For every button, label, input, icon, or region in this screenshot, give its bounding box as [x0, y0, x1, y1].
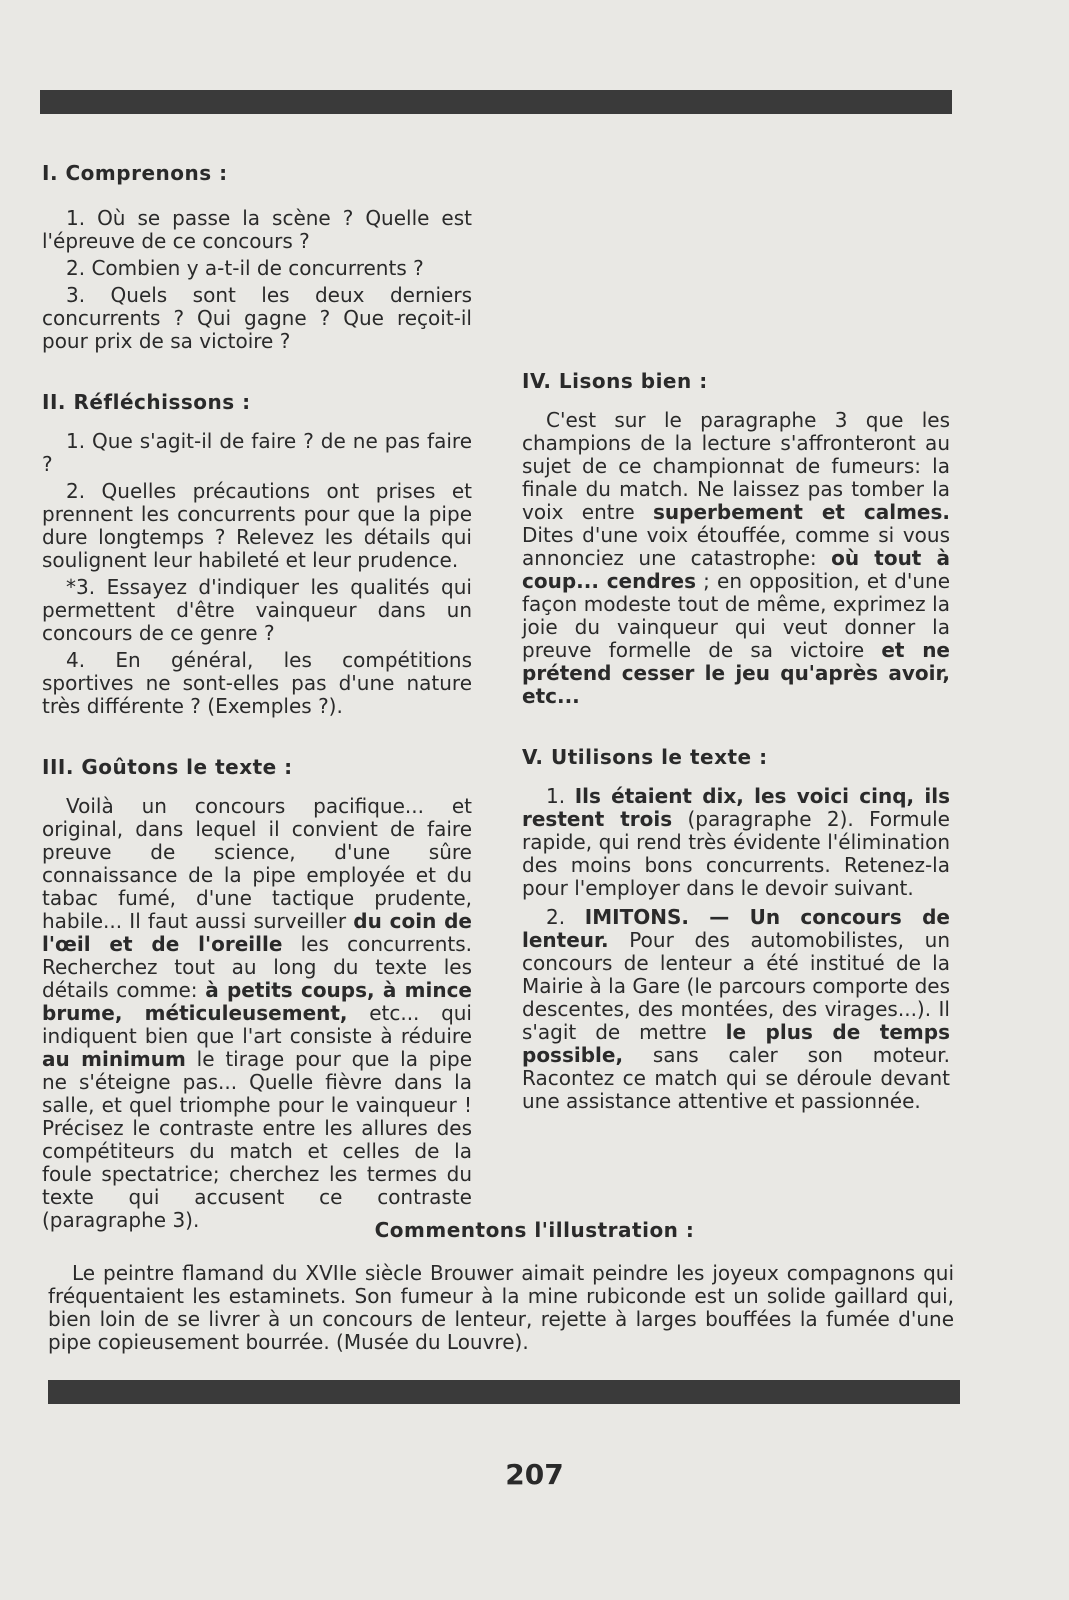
text-span: 1. — [546, 784, 575, 808]
bold-span: où tout à coup... cendres — [522, 546, 950, 593]
bold-span: IMITONS. — Un concours de lenteur. — [522, 905, 950, 952]
text-span: le tirage pour que la pipe ne s'éteigne pas... Quelle fièvre dans la salle, et quel triomphe pour le vainqueur ! Précisez le contraste entre les allures des compétiteurs du match et celles de la foule spectatrice; cherchez les termes du texte qui accusent ce contraste (paragraphe 3). — [42, 1047, 473, 1232]
caption-text: Le peintre flamand du XVIIe siècle Brouwer aimait peindre les joyeux compagnons qui fréquentaient les estaminets. Son fumeur à la mine rubiconde est un solide gaillard qui, bien loin de se livrer à un concours de lenteur, rejette à larges bouffées la fumée d'une pipe copieusement bourrée. (Musée du Louvre). — [48, 1261, 954, 1354]
section-title-reflechissons: II. Réfléchissons : — [42, 390, 251, 414]
top-rule — [40, 90, 952, 114]
text-span: sans caler son moteur. Racontez ce match qui se déroule devant une assistance attentive et passionnée. — [522, 1043, 950, 1113]
bold-span: superbement et calmes. — [652, 500, 951, 524]
bottom-rule — [48, 1380, 960, 1404]
text-span: Voilà un concours pacifique... et original, dans lequel il convient de faire preuve de science, d'une sûre connaissance de la pipe employée et du tabac fumé, d'une tactique prudente, habile... Il faut aussi surveiller — [42, 794, 472, 933]
left-column — [42, 162, 472, 1232]
text-span: Dites d'une voix étouffée, comme si vous annonciez une catastrophe: — [522, 523, 950, 570]
text-span: C'est sur le paragraphe 3 que les champions de la lecture s'affronteront au sujet de ce championnat de fumeurs: la finale du match. Ne laissez pas tomber la voix entre — [522, 408, 950, 524]
paragraph-lisons — [522, 409, 950, 708]
section-title-utilisons: V. Utilisons le texte : — [522, 745, 768, 769]
text-span: (paragraphe 2). Formule rapide, qui rend très évidente l'élimination des moins bons concurrents. Retenez-la pour l'employer dans le devoir suivant. — [522, 807, 950, 900]
text-span: etc... qui indiquent bien que l'art consiste à réduire — [42, 1001, 472, 1048]
bold-span: et ne prétend cesser le jeu qu'après avoir, etc... — [522, 638, 950, 708]
bold-span: du coin de l'œil et de l'oreille — [42, 909, 472, 956]
text-span: 2. — [546, 905, 585, 929]
paragraph-utilisons-1 — [522, 785, 950, 900]
bold-span: au minimum — [42, 1047, 186, 1071]
section-title-lisons: IV. Lisons bien : — [522, 369, 708, 393]
question-2-4: 4. En général, les compétitions sportives ne sont-elles pas d'une nature très différente ? (Exemples ?). — [42, 648, 472, 718]
bold-span: Ils étaient dix, les voici cinq, ils restent trois — [522, 784, 950, 831]
caption-title: Commentons l'illustration : — [374, 1218, 695, 1242]
page-number: 207 — [505, 1458, 564, 1491]
bold-span: à petits coups, à mince brume, méticuleusement, — [42, 978, 472, 1025]
section-title-comprenons: I. Comprenons : — [42, 161, 228, 185]
paragraph-goutons — [42, 795, 472, 1232]
question-1-2: 2. Combien y a-t-il de concurrents ? — [66, 256, 424, 280]
text-span: ; en opposition, et d'une façon modeste tout de même, exprimez la joie du vainqueur qui veut donner la preuve formelle de sa victoire — [522, 569, 950, 662]
question-2-2: 2. Quelles précautions ont prises et prennent les concurrents pour que la pipe dure longtemps ? Relevez les détails qui soulignent leur habileté et leur prudence. — [42, 479, 472, 572]
question-1-3: 3. Quels sont les deux derniers concurrents ? Qui gagne ? Que reçoit-il pour prix de sa victoire ? — [42, 283, 472, 353]
text-span: Pour des automobilistes, un concours de lenteur a été institué de la Mairie à la Gare (le parcours comporte des descentes, des montées, des virages...). Il s'agit de mettre — [522, 928, 950, 1044]
question-2-1: 1. Que s'agit-il de faire ? de ne pas faire ? — [42, 429, 472, 476]
question-1-1: 1. Où se passe la scène ? Quelle est l'épreuve de ce concours ? — [42, 206, 472, 253]
section-title-goutons: III. Goûtons le texte : — [42, 755, 293, 779]
paragraph-utilisons-2 — [522, 906, 950, 1113]
text-span: les concurrents. Recherchez tout au long du texte les détails comme: — [42, 932, 472, 1002]
question-2-3: *3. Essayez d'indiquer les qualités qui permettent d'être vainqueur dans un concours de ce genre ? — [42, 575, 472, 645]
bold-span: le plus de temps possible, — [522, 1020, 950, 1067]
right-column — [522, 370, 950, 1113]
